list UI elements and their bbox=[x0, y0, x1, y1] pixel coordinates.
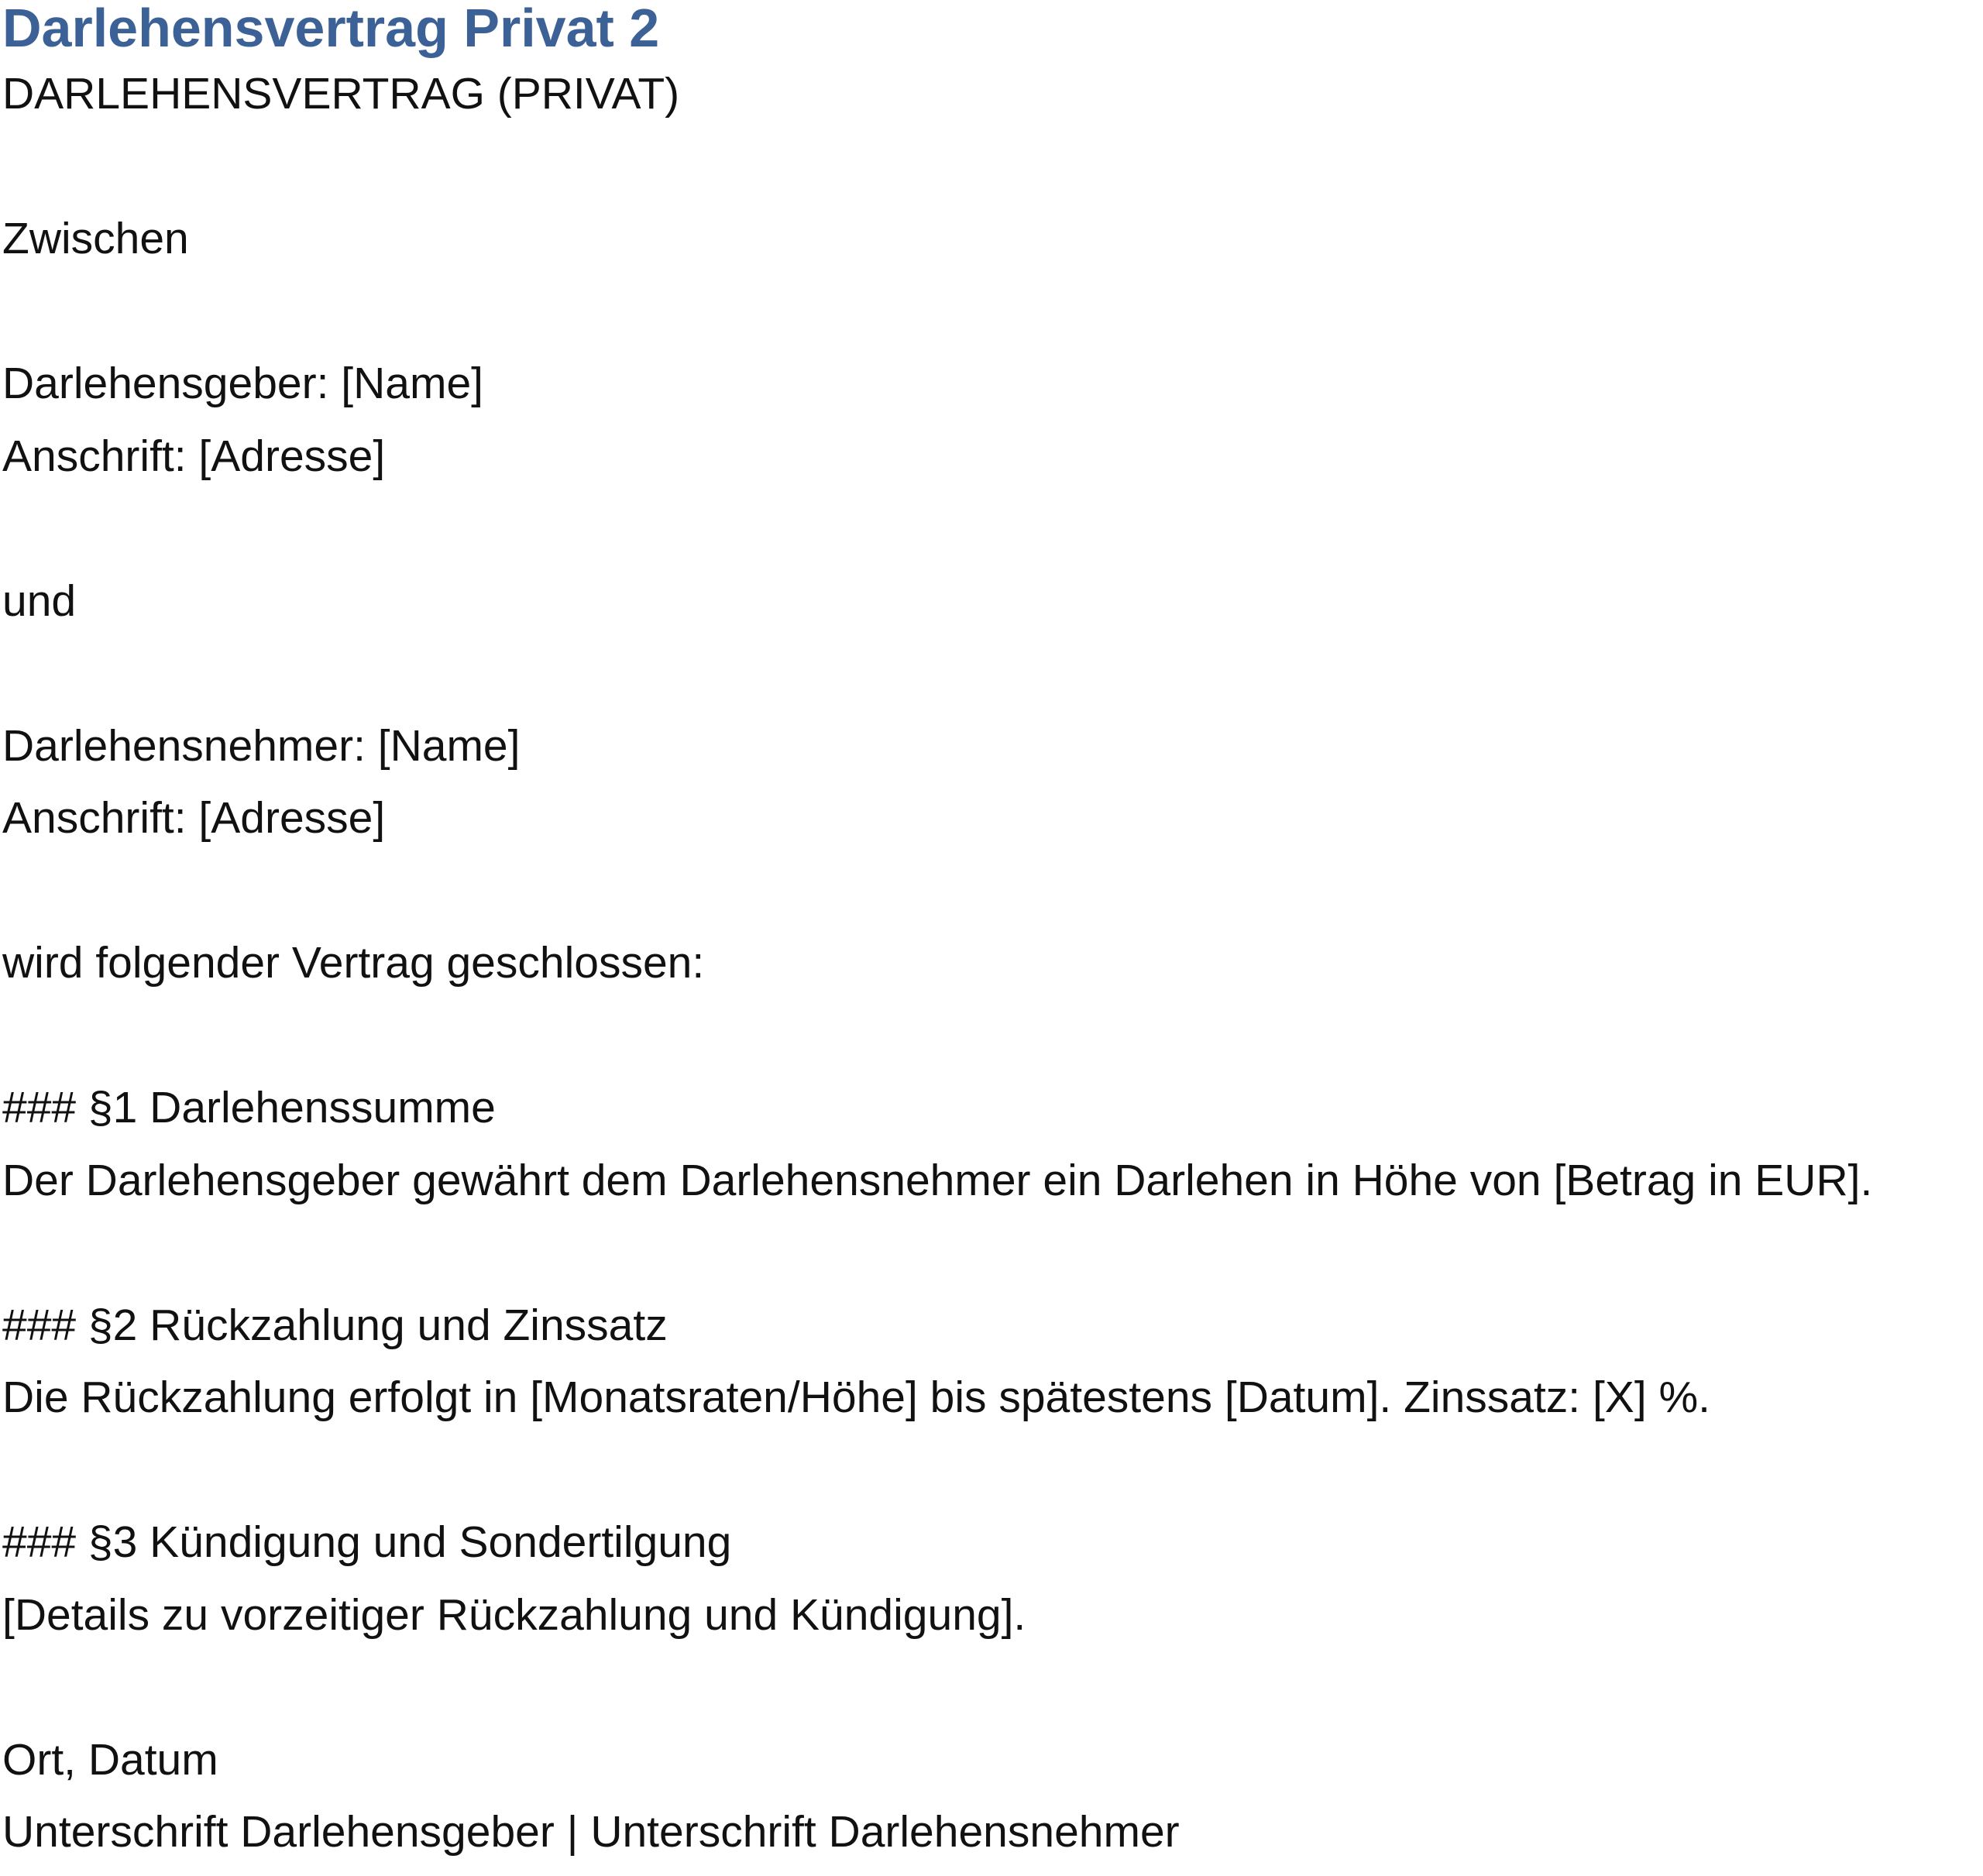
section-3-heading: ### §3 Kündigung und Sondertilgung bbox=[2, 1517, 732, 1567]
borrower-address-line: Anschrift: [Adresse] bbox=[2, 793, 386, 843]
section-1-body: Der Darlehensgeber gewährt dem Darlehensnehmer ein Darlehen in Höhe von [Betrag in EUR]. bbox=[2, 1155, 1873, 1205]
borrower-name-line: Darlehensnehmer: [Name] bbox=[2, 720, 521, 771]
section-2-body: Die Rückzahlung erfolgt in [Monatsraten/Höhe] bis spätestens [Datum]. Zinssatz: [X] %. bbox=[2, 1373, 1711, 1422]
blank-line bbox=[2, 637, 1982, 710]
blank-line bbox=[2, 1000, 1982, 1073]
lender-name-line: Darlehensgeber: [Name] bbox=[2, 359, 483, 408]
blank-line bbox=[2, 131, 1982, 204]
lender-address-line: Anschrift: [Adresse] bbox=[2, 431, 386, 481]
and-text: und bbox=[2, 576, 77, 626]
section-1-heading: ### §1 Darlehenssumme bbox=[2, 1083, 496, 1132]
section-2-heading: ### §2 Rückzahlung und Zinssatz bbox=[2, 1300, 668, 1350]
contract-heading: DARLEHENSVERTRAG (PRIVAT) bbox=[2, 69, 680, 119]
intro-text: wird folgender Vertrag geschlossen: bbox=[2, 938, 705, 988]
blank-line bbox=[2, 276, 1982, 349]
blank-line bbox=[2, 855, 1982, 928]
place-date-line: Ort, Datum bbox=[2, 1734, 218, 1785]
document-body bbox=[2, 0, 1982, 1869]
blank-line bbox=[2, 1217, 1982, 1290]
section-3-body: [Details zu vorzeitiger Rückzahlung und Kündigung]. bbox=[2, 1589, 1026, 1640]
blank-line bbox=[2, 493, 1982, 565]
document-title: Darlehensvertrag Privat 2 bbox=[2, 0, 660, 58]
signature-line: Unterschrift Darlehensgeber | Unterschrift Darlehensnehmer bbox=[2, 1807, 1180, 1857]
between-text: Zwischen bbox=[2, 214, 189, 263]
blank-line bbox=[2, 1434, 1982, 1507]
blank-line bbox=[2, 1651, 1982, 1724]
